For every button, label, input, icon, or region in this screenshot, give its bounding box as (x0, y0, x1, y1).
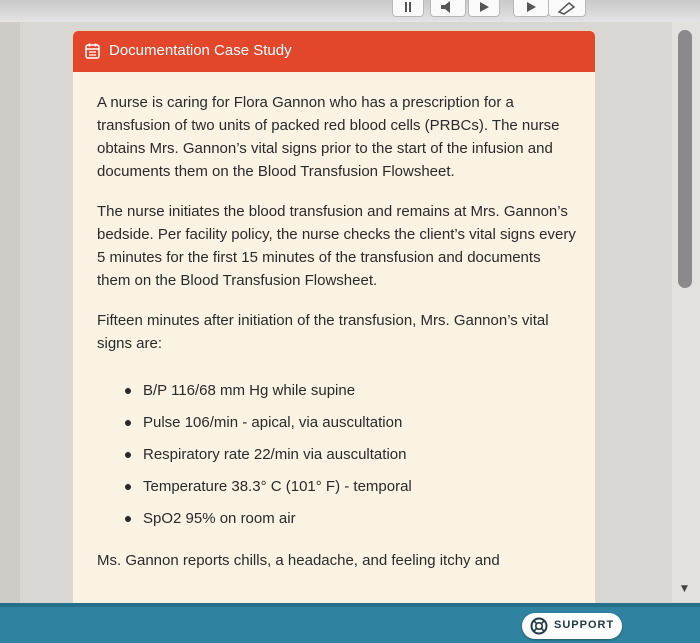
paragraph: A nurse is caring for Flora Gannon who has a prescription for a transfusion of two units of packed red blood cells (PRBCs). The nurse obtains Mrs. Gannon’s vital signs prior to the start of the infusion and documents them on the Blood Transfusion Flowsheet. (97, 94, 560, 180)
support-button[interactable] (522, 613, 622, 639)
paragraph: Ms. Gannon reports chills, a headache, and feeling itchy and (97, 552, 500, 569)
case-study-body (97, 91, 577, 589)
lifebuoy-icon (530, 617, 548, 635)
play-icon (514, 0, 548, 16)
scroll-down-arrow-icon[interactable]: ▼ (681, 584, 688, 594)
support-label: SUPPORT (554, 619, 615, 631)
card-header (73, 31, 595, 72)
list-item: SpO2 95% on room air (121, 503, 577, 535)
paragraph: Fifteen minutes after initiation of the transfusion, Mrs. Gannon’s vital signs are: (97, 312, 549, 352)
toolbar-button[interactable] (392, 0, 424, 17)
play-button[interactable] (468, 0, 500, 17)
case-study-card (72, 30, 596, 632)
highlighter-icon (549, 0, 585, 16)
document-calendar-icon (85, 43, 100, 59)
list-item: B/P 116/68 mm Hg while supine (121, 375, 577, 407)
next-button[interactable] (513, 0, 549, 17)
scrollbar-thumb[interactable] (678, 30, 692, 288)
highlighter-button[interactable] (548, 0, 586, 17)
speaker-icon (431, 0, 465, 16)
play-icon (469, 0, 499, 16)
paragraph: The nurse initiates the blood transfusion and remains at Mrs. Gannon’s bedside. Per facility policy, the nurse checks the client’s vital signs every 5 minutes for the first 15 minutes of the transfusion and documents them on the Blood Transfusion Flowsheet. (97, 203, 576, 289)
vital-signs-list (97, 375, 577, 535)
list-item: Pulse 106/min - apical, via auscultation (121, 407, 577, 439)
top-toolbar (0, 0, 700, 22)
list-item: Respiratory rate 22/min via auscultation (121, 439, 577, 471)
left-panel-edge (0, 22, 20, 622)
list-item: Temperature 38.3° C (101° F) - temporal (121, 471, 577, 503)
bottom-bar (0, 603, 700, 643)
pause-icon (393, 0, 423, 16)
audio-button[interactable] (430, 0, 466, 17)
card-title: Documentation Case Study (109, 42, 292, 59)
